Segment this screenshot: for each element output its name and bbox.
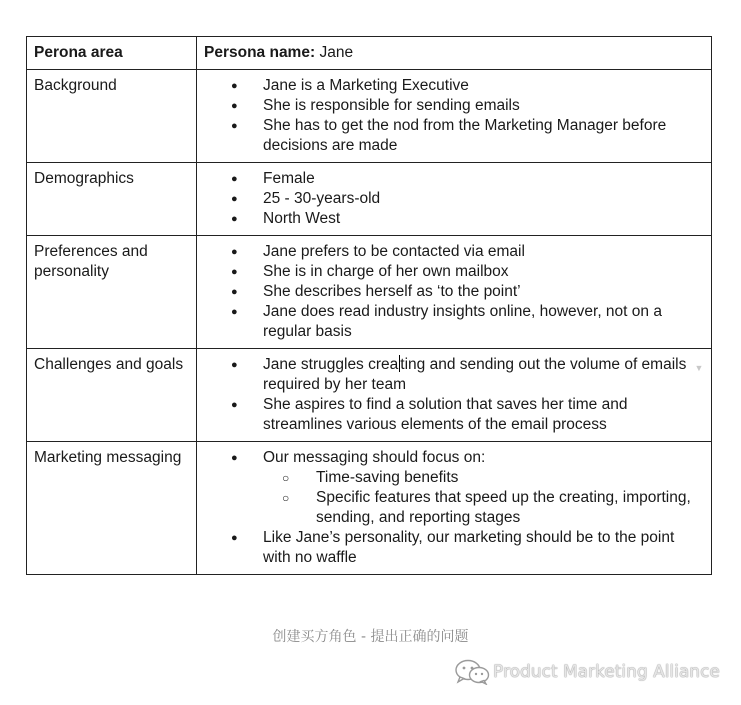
table-header-row (27, 37, 712, 70)
area-cell (27, 163, 197, 236)
table-row (27, 236, 712, 349)
details-cell[interactable] (197, 349, 712, 442)
wechat-icon (454, 659, 490, 685)
list-item-text: Our messaging should focus on: (263, 449, 486, 466)
area-cell (27, 442, 197, 575)
header-name-cell (197, 37, 712, 70)
list-item: ● Female (256, 169, 704, 189)
list-item: ● She is responsible for sending emails (256, 96, 704, 116)
table-row (27, 442, 712, 575)
list-item: ● Jane prefers to be contacted via email (256, 242, 704, 262)
list-item: ● North West (256, 209, 704, 229)
list-item: ● Like Jane’s personality, our marketing should be to the point with no waffle (256, 528, 704, 568)
header-name-label: Persona name: (204, 44, 316, 61)
area-label: Demographics (34, 170, 134, 187)
list-item (256, 355, 704, 395)
list-item: ● She aspires to find a solution that saves her time and streamlines various elements of the email process (256, 395, 704, 435)
bullet-list (204, 169, 704, 229)
header-name-value: Jane (319, 44, 354, 61)
watermark-text: Product Marketing Alliance (493, 662, 720, 682)
sub-bullet-list (263, 468, 704, 528)
watermark (454, 659, 720, 685)
list-item: ● Jane does read industry insights online, however, not on a regular basis (256, 302, 704, 342)
bullet-list (204, 242, 704, 342)
list-item (256, 448, 704, 528)
header-area-cell (27, 37, 197, 70)
table-row (27, 70, 712, 163)
header-area-label: Perona area (34, 44, 123, 61)
details-cell (197, 236, 712, 349)
list-item: ● She describes herself as ‘to the point’ (256, 282, 704, 302)
dropdown-arrow-icon[interactable]: ▼ (694, 363, 704, 373)
area-label: Preferences and personality (34, 243, 148, 280)
area-cell (27, 236, 197, 349)
area-cell (27, 70, 197, 163)
list-item: ● She has to get the nod from the Marketing Manager before decisions are made (256, 116, 704, 156)
bullet-list (204, 355, 704, 435)
list-item: ● She is in charge of her own mailbox (256, 262, 704, 282)
persona-table (26, 36, 712, 575)
details-cell (197, 70, 712, 163)
area-label: Background (34, 77, 117, 94)
sub-list-item: ○ Time-saving benefits (309, 468, 704, 488)
area-label: Marketing messaging (34, 449, 182, 466)
list-item-text-start: Jane struggles crea (263, 356, 399, 373)
bullet-list (204, 448, 704, 568)
details-cell (197, 163, 712, 236)
list-item-text-end: ting and sending out the volume of emails required by her team (263, 356, 687, 393)
area-label: Challenges and goals (34, 356, 184, 373)
area-cell (27, 349, 197, 442)
table-row (27, 349, 712, 442)
image-caption: 创建买方角色 - 提出正确的问题 (272, 629, 469, 645)
sub-list-item: ○ Specific features that speed up the creating, importing, sending, and reporting stages (309, 488, 704, 528)
list-item: ● 25 - 30-years-old (256, 189, 704, 209)
bullet-list (204, 76, 704, 156)
table-row (27, 163, 712, 236)
details-cell (197, 442, 712, 575)
list-item: ● Jane is a Marketing Executive (256, 76, 704, 96)
